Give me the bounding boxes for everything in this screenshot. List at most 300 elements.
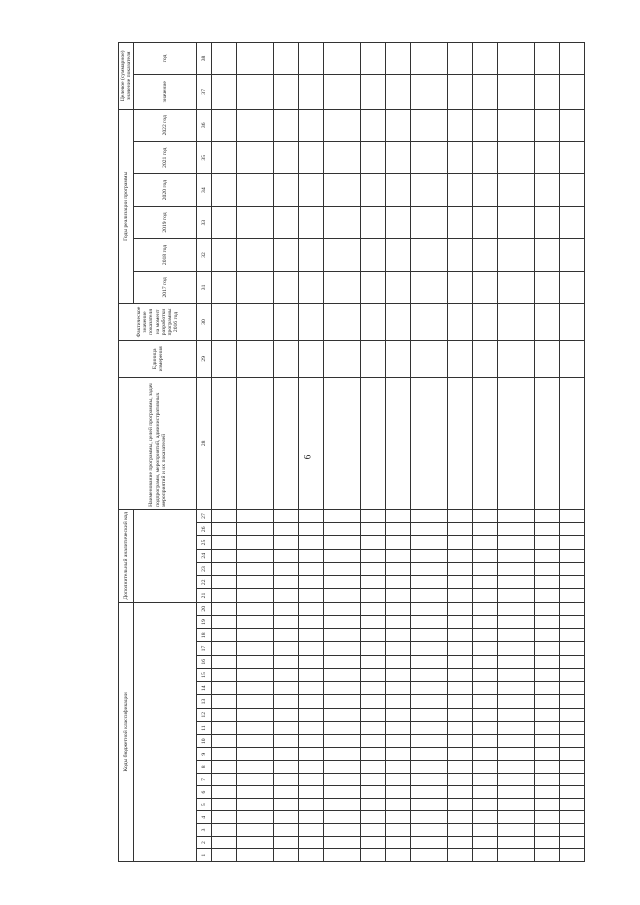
value-cell (448, 43, 473, 75)
row-name-cell (411, 377, 448, 509)
value-cell (498, 239, 535, 271)
value-cell (411, 142, 448, 174)
code-cell (274, 589, 299, 602)
code-cell (535, 708, 560, 721)
value-cell (361, 206, 386, 238)
code-cell (324, 602, 361, 615)
column-number: 18 (197, 629, 212, 642)
code-cell (237, 602, 274, 615)
code-cell (324, 655, 361, 668)
value-cell (237, 109, 274, 141)
code-cell (498, 523, 535, 536)
value-cell (498, 74, 535, 109)
column-number: 25 (197, 536, 212, 549)
code-cell (498, 536, 535, 549)
column-numbering-row (197, 43, 212, 862)
code-cell (473, 761, 498, 774)
table-row (498, 43, 535, 862)
value-cell (535, 109, 560, 141)
value-cell (324, 74, 361, 109)
column-number: 34 (197, 174, 212, 206)
code-cell (212, 589, 237, 602)
value-cell (324, 271, 361, 303)
code-cell (535, 682, 560, 695)
code-cell (473, 549, 498, 562)
value-cell (411, 43, 448, 75)
code-cell (386, 824, 411, 837)
year-header: 2018 год (134, 239, 197, 271)
code-cell (411, 655, 448, 668)
value-cell (324, 304, 361, 341)
value-cell (361, 74, 386, 109)
code-cell (324, 576, 361, 589)
code-cell (473, 721, 498, 734)
column-number: 12 (197, 708, 212, 721)
code-cell (448, 786, 473, 799)
value-cell (560, 206, 585, 238)
code-cell (361, 576, 386, 589)
value-cell (411, 340, 448, 377)
code-cell (560, 735, 585, 748)
column-number: 35 (197, 142, 212, 174)
code-cell (274, 536, 299, 549)
code-cell (386, 695, 411, 708)
code-cell (361, 655, 386, 668)
code-cell (386, 629, 411, 642)
value-cell (535, 74, 560, 109)
code-cell (324, 668, 361, 681)
code-cell (386, 523, 411, 536)
code-cell (448, 836, 473, 849)
code-cell (560, 589, 585, 602)
code-cell (299, 576, 324, 589)
code-cell (237, 695, 274, 708)
year-header: 2021 год (134, 142, 197, 174)
value-cell (473, 109, 498, 141)
code-cell (386, 682, 411, 695)
code-cell (448, 589, 473, 602)
code-cell (212, 682, 237, 695)
code-cell (386, 642, 411, 655)
code-cell (237, 682, 274, 695)
code-cell (212, 523, 237, 536)
code-cell (411, 721, 448, 734)
code-cell (237, 849, 274, 862)
code-cell (448, 629, 473, 642)
code-cell (299, 523, 324, 536)
value-cell (299, 304, 324, 341)
target-group-header: Целевое (суммарное) значение показателя (119, 43, 134, 110)
value-cell (498, 340, 535, 377)
value-cell (274, 271, 299, 303)
value-cell (299, 239, 324, 271)
code-cell (324, 642, 361, 655)
value-cell (535, 142, 560, 174)
code-cell (535, 668, 560, 681)
value-cell (386, 43, 411, 75)
row-name-cell (535, 377, 560, 509)
code-cell (448, 735, 473, 748)
code-cell (386, 721, 411, 734)
value-cell (498, 109, 535, 141)
code-cell (324, 615, 361, 628)
value-cell (274, 239, 299, 271)
code-cell (411, 589, 448, 602)
code-cell (473, 509, 498, 522)
code-cell (274, 695, 299, 708)
code-cell (535, 629, 560, 642)
code-cell (448, 642, 473, 655)
code-cell (448, 721, 473, 734)
value-cell (324, 43, 361, 75)
code-cell (361, 721, 386, 734)
code-cell (560, 849, 585, 862)
value-cell (498, 304, 535, 341)
year-header: 2019 год (134, 206, 197, 238)
value-cell (448, 174, 473, 206)
value-cell (212, 74, 237, 109)
extra-code-group-header: Дополнительный аналитический код (119, 509, 134, 602)
value-cell (212, 271, 237, 303)
code-cell (361, 773, 386, 786)
value-cell (237, 43, 274, 75)
code-cell (299, 708, 324, 721)
code-cell (473, 536, 498, 549)
code-cell (411, 761, 448, 774)
table-row (274, 43, 299, 862)
code-cell (274, 761, 299, 774)
value-cell (324, 142, 361, 174)
code-cell (324, 824, 361, 837)
code-cell (237, 735, 274, 748)
code-cell (535, 589, 560, 602)
code-cell (535, 549, 560, 562)
code-cell (274, 721, 299, 734)
value-cell (274, 142, 299, 174)
code-cell (411, 523, 448, 536)
code-cell (361, 682, 386, 695)
code-cell (361, 536, 386, 549)
code-cell (212, 773, 237, 786)
code-cell (212, 761, 237, 774)
value-cell (237, 340, 274, 377)
code-cell (411, 682, 448, 695)
column-number: 38 (197, 43, 212, 75)
code-cell (237, 773, 274, 786)
code-cell (473, 748, 498, 761)
code-cell (324, 811, 361, 824)
code-cell (324, 849, 361, 862)
code-cell (274, 602, 299, 615)
code-cell (386, 615, 411, 628)
table-row (361, 43, 386, 862)
value-cell (386, 271, 411, 303)
value-cell (386, 174, 411, 206)
value-cell (237, 142, 274, 174)
column-number: 33 (197, 206, 212, 238)
code-cell (237, 748, 274, 761)
code-cell (386, 576, 411, 589)
code-cell (324, 798, 361, 811)
column-number: 4 (197, 811, 212, 824)
value-cell (299, 206, 324, 238)
code-cell (237, 668, 274, 681)
code-cell (361, 798, 386, 811)
code-cell (237, 589, 274, 602)
code-cell (473, 682, 498, 695)
column-number: 31 (197, 271, 212, 303)
value-cell (237, 74, 274, 109)
value-cell (473, 174, 498, 206)
code-cell (498, 786, 535, 799)
value-cell (560, 109, 585, 141)
code-cell (448, 761, 473, 774)
value-cell (274, 43, 299, 75)
code-cell (535, 761, 560, 774)
code-cell (448, 536, 473, 549)
code-cell (361, 735, 386, 748)
code-cell (411, 708, 448, 721)
code-cell (299, 629, 324, 642)
code-cell (274, 824, 299, 837)
code-cell (212, 721, 237, 734)
column-number: 15 (197, 668, 212, 681)
value-cell (448, 142, 473, 174)
value-cell (535, 304, 560, 341)
code-cell (411, 849, 448, 862)
code-cell (535, 562, 560, 575)
value-cell (473, 43, 498, 75)
code-cell (299, 786, 324, 799)
code-cell (560, 748, 585, 761)
code-cell (535, 735, 560, 748)
code-cell (560, 629, 585, 642)
code-cell (212, 836, 237, 849)
code-cell (212, 562, 237, 575)
code-cell (361, 824, 386, 837)
code-cell (448, 655, 473, 668)
code-cell (274, 786, 299, 799)
column-number: 32 (197, 239, 212, 271)
code-cell (212, 549, 237, 562)
code-cell (361, 549, 386, 562)
value-cell (448, 109, 473, 141)
value-cell (535, 340, 560, 377)
code-cell (299, 849, 324, 862)
code-cell (498, 602, 535, 615)
code-cell (237, 786, 274, 799)
value-cell (411, 74, 448, 109)
table-row (560, 43, 585, 862)
code-cell (237, 549, 274, 562)
code-cell (237, 523, 274, 536)
code-cell (448, 602, 473, 615)
code-cell (299, 695, 324, 708)
code-cell (411, 642, 448, 655)
row-name-cell (498, 377, 535, 509)
value-cell (361, 142, 386, 174)
code-cell (473, 849, 498, 862)
code-cell (299, 798, 324, 811)
column-number: 30 (197, 304, 212, 341)
code-cell (560, 708, 585, 721)
column-number: 29 (197, 340, 212, 377)
code-cell (237, 615, 274, 628)
code-cell (411, 811, 448, 824)
code-cell (274, 708, 299, 721)
code-cell (560, 668, 585, 681)
code-cell (535, 824, 560, 837)
code-cell (560, 549, 585, 562)
code-cell (386, 773, 411, 786)
code-cell (498, 642, 535, 655)
code-cell (274, 629, 299, 642)
row-name-cell (274, 377, 299, 509)
code-cell (473, 798, 498, 811)
value-cell (324, 109, 361, 141)
column-number: 17 (197, 642, 212, 655)
code-cell (299, 836, 324, 849)
column-number: 6 (197, 786, 212, 799)
table-row (473, 43, 498, 862)
code-cell (237, 721, 274, 734)
code-cell (448, 615, 473, 628)
code-cell (212, 536, 237, 549)
code-cell (498, 849, 535, 862)
code-cell (274, 655, 299, 668)
code-cell (361, 849, 386, 862)
code-cell (448, 509, 473, 522)
code-cell (473, 836, 498, 849)
code-cell (274, 836, 299, 849)
code-cell (274, 748, 299, 761)
column-number: 26 (197, 523, 212, 536)
code-cell (212, 786, 237, 799)
code-cell (560, 695, 585, 708)
code-cell (324, 748, 361, 761)
code-cell (212, 824, 237, 837)
code-cell (560, 786, 585, 799)
code-cell (212, 695, 237, 708)
value-cell (411, 239, 448, 271)
code-cell (411, 748, 448, 761)
code-cell (361, 589, 386, 602)
table-row (386, 43, 411, 862)
value-cell (448, 271, 473, 303)
code-cell (299, 655, 324, 668)
value-cell (212, 239, 237, 271)
code-cell (560, 615, 585, 628)
codes-group-header: Коды бюджетной классификации (119, 602, 134, 861)
target-year-header: год (134, 43, 197, 75)
value-cell (324, 206, 361, 238)
column-number: 22 (197, 576, 212, 589)
code-cell (498, 836, 535, 849)
value-cell (299, 43, 324, 75)
code-cell (324, 773, 361, 786)
row-name-cell (361, 377, 386, 509)
code-cell (324, 509, 361, 522)
value-cell (560, 304, 585, 341)
code-cell (560, 602, 585, 615)
code-cell (535, 536, 560, 549)
code-cell (324, 761, 361, 774)
code-cell (411, 602, 448, 615)
code-cell (237, 576, 274, 589)
code-cell (535, 655, 560, 668)
code-cell (560, 721, 585, 734)
code-cell (448, 773, 473, 786)
code-cell (361, 523, 386, 536)
code-cell (324, 695, 361, 708)
code-cell (212, 735, 237, 748)
code-cell (324, 629, 361, 642)
value-cell (212, 174, 237, 206)
code-cell (498, 615, 535, 628)
column-number: 19 (197, 615, 212, 628)
code-cell (473, 773, 498, 786)
code-cell (212, 748, 237, 761)
code-cell (386, 602, 411, 615)
code-cell (386, 655, 411, 668)
code-cell (361, 602, 386, 615)
column-number: 37 (197, 74, 212, 109)
name-column-header: Наименование программы, целей программы, задач подпрограмм, мероприятий, административных мероприятий и их показателей (119, 377, 197, 509)
code-cell (361, 786, 386, 799)
code-cell (498, 668, 535, 681)
code-cell (448, 523, 473, 536)
value-cell (212, 109, 237, 141)
value-cell (498, 271, 535, 303)
code-cell (448, 576, 473, 589)
value-cell (324, 340, 361, 377)
code-cell (498, 695, 535, 708)
code-cell (535, 748, 560, 761)
value-cell (473, 340, 498, 377)
code-cell (212, 509, 237, 522)
code-cell (560, 773, 585, 786)
column-number: 36 (197, 109, 212, 141)
code-cell (299, 735, 324, 748)
code-cell (411, 536, 448, 549)
code-cell (560, 682, 585, 695)
column-number: 9 (197, 748, 212, 761)
code-cell (212, 602, 237, 615)
value-cell (560, 239, 585, 271)
value-cell (473, 142, 498, 174)
code-cell (498, 576, 535, 589)
code-cell (386, 668, 411, 681)
value-cell (498, 206, 535, 238)
code-cell (299, 536, 324, 549)
code-cell (274, 849, 299, 862)
value-cell (299, 74, 324, 109)
code-cell (299, 748, 324, 761)
code-cell (212, 655, 237, 668)
code-cell (560, 761, 585, 774)
value-cell (212, 340, 237, 377)
code-cell (498, 629, 535, 642)
code-cell (473, 562, 498, 575)
row-name-cell (448, 377, 473, 509)
code-cell (299, 668, 324, 681)
code-cell (299, 811, 324, 824)
value-cell (560, 74, 585, 109)
value-cell (535, 206, 560, 238)
code-cell (473, 629, 498, 642)
code-cell (274, 682, 299, 695)
code-cell (299, 562, 324, 575)
